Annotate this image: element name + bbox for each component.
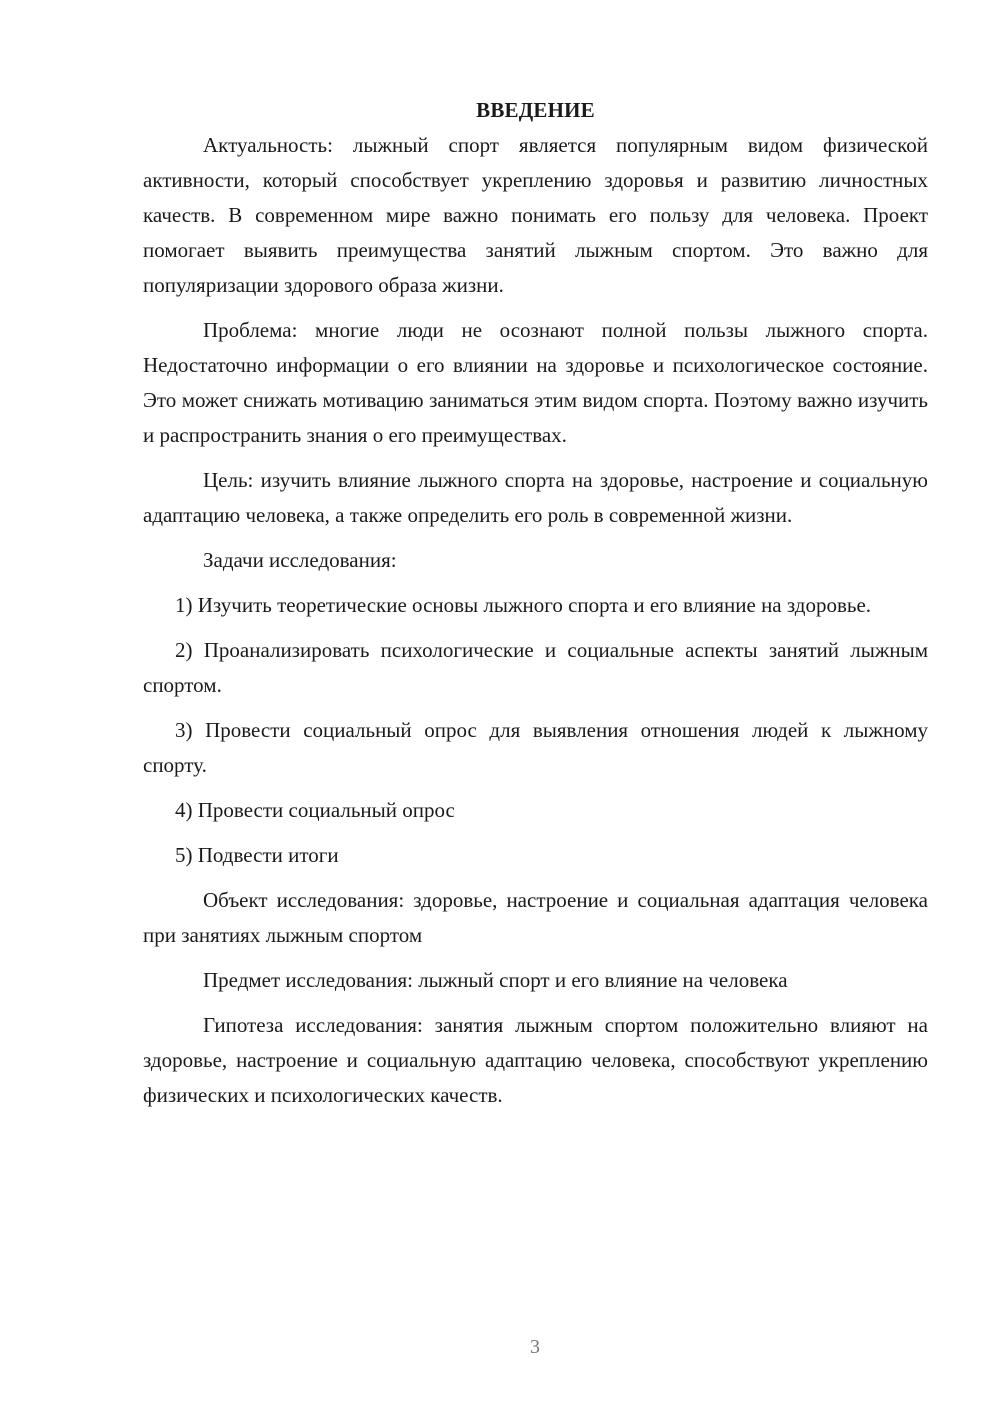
hypothesis-paragraph: Гипотеза исследования: занятия лыжным спортом положительно влияют на здоровье, настроение и социальную адаптацию человека, способствуют укреплению физических и психологических качеств. [143, 1013, 928, 1107]
tasks-heading: Задачи исследования: [203, 548, 397, 572]
page-title: ВВЕДЕНИЕ [476, 98, 595, 122]
page-content [143, 93, 928, 1113]
object-paragraph: Объект исследования: здоровье, настроение и социальная адаптация человека при занятиях лыжным спортом [143, 888, 928, 947]
relevance-paragraph: Актуальность: лыжный спорт является популярным видом физической активности, который способствует укреплению здоровья и развитию личностных качеств. В современном мире важно понимать его пользу для человека. Проект помогает выявить преимущества занятий лыжным спортом. Это важно для популяризации здорового образа жизни. [143, 133, 928, 297]
page-number: 3 [530, 1336, 540, 1358]
task-item-1: 1) Изучить теоретические основы лыжного спорта и его влияние на здоровье. [175, 593, 872, 617]
task-item-3: 3) Провести социальный опрос для выявления отношения людей к лыжному спорту. [143, 718, 928, 777]
task-item-2: 2) Проанализировать психологические и социальные аспекты занятий лыжным спортом. [143, 638, 928, 697]
subject-paragraph: Предмет исследования: лыжный спорт и его влияние на человека [203, 968, 788, 992]
goal-paragraph: Цель: изучить влияние лыжного спорта на здоровье, настроение и социальную адаптацию человека, а также определить его роль в современной жизни. [143, 468, 928, 527]
problem-paragraph: Проблема: многие люди не осознают полной пользы лыжного спорта. Недостаточно информации о его влиянии на здоровье и психологическое состояние. Это может снижать мотивацию заниматься этим видом спорта. Поэтому важно изучить и распространить знания о его преимуществах. [143, 318, 928, 447]
task-item-4: 4) Провести социальный опрос [175, 798, 455, 822]
task-item-5: 5) Подвести итоги [175, 843, 339, 867]
